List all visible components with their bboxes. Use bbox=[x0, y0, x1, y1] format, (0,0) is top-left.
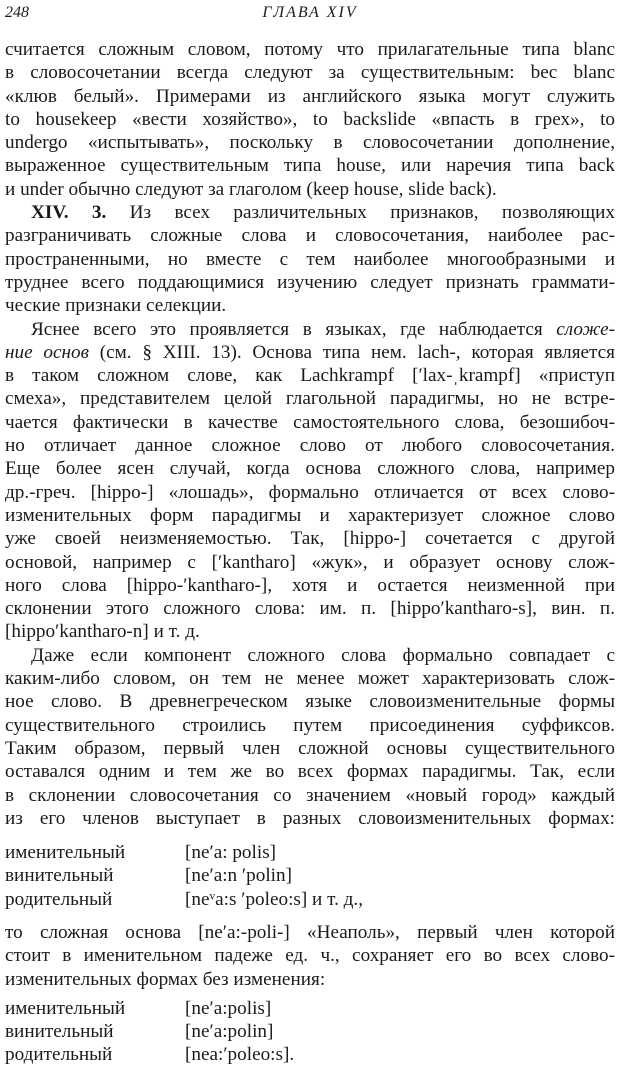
case-form: [neʹa: polis] bbox=[185, 842, 277, 864]
text-line bbox=[5, 201, 615, 224]
text-line: труднее всего поддающимися изучению следует признать граммати- bbox=[5, 271, 615, 293]
text-line: из его членов выступает в разных словоизменительных формах: bbox=[5, 807, 615, 829]
text-line: в склонении словосочетания со значением «новый город» каждый bbox=[5, 784, 615, 806]
text-line: но отличает данное сложное слово от любого словосочетания. bbox=[5, 435, 615, 457]
paragraph-2 bbox=[5, 201, 615, 317]
case-name: именительный bbox=[5, 842, 126, 864]
text-line: каким-либо словом, он тем не менее может характеризовать слож- bbox=[5, 668, 615, 690]
text-line: в таком сложном слове, как Lachkrampf [ʹlax-ˌkrampf] «приступ bbox=[5, 365, 615, 387]
case-form: [nea:ʹpoleo:s]. bbox=[185, 1044, 295, 1066]
page-header bbox=[5, 4, 615, 26]
case-name: именительный bbox=[5, 997, 126, 1019]
text-line: ного слова [hippo-ʹkantharo-], хотя и остается неизменной при bbox=[5, 574, 615, 596]
text-line: выраженное существительным типа house, или наречия типа back bbox=[5, 155, 615, 177]
text-line: то сложная основа [neʹa:-poli-] «Неаполь», первый член которой bbox=[5, 921, 615, 943]
text-line: ческие признаки селекции. bbox=[5, 295, 227, 317]
case-form: [neʹa:polin] bbox=[185, 1021, 274, 1043]
case-name: винительный bbox=[5, 865, 114, 887]
case-form: [neʹa:n ʹpolin] bbox=[185, 865, 292, 887]
text-line: склонении этого сложного слова: им. п. [hippoʹkantharo-s], вин. п. bbox=[5, 598, 615, 620]
text-line: уже своей неизменяемостью. Так, [hippo-] сочетается с другой bbox=[5, 528, 615, 550]
text-line: undergo «испытывать», поскольку в словосочетании дополнение, bbox=[5, 132, 615, 154]
case-name: родительный bbox=[5, 888, 113, 910]
case-form: [neʹa:polis] bbox=[185, 997, 272, 1019]
page-number: 248 bbox=[5, 4, 29, 21]
section-number: XIV. 3. bbox=[31, 202, 107, 224]
paragraph-1 bbox=[5, 38, 615, 201]
paragraph-5 bbox=[5, 921, 615, 991]
text-line: to housekeep «вести хозяйство», to backslide «впасть в грех», to bbox=[5, 108, 615, 130]
declension-table-compound bbox=[5, 997, 294, 1067]
text-line: «клюв белый». Примерами из английского языка могут служить bbox=[5, 85, 615, 107]
text-line: существительного строились путем присоединения суффиксов. bbox=[5, 714, 615, 736]
text-line: Еще более ясен случай, когда основа сложного слова, например bbox=[5, 458, 615, 480]
text-line: Даже если компонент сложного слова формально совпадает с bbox=[31, 644, 615, 666]
table-row bbox=[5, 864, 363, 887]
paragraph-3 bbox=[5, 318, 615, 644]
text-line: считается сложным словом, потому что прилагательные типа blanc bbox=[5, 39, 615, 60]
text-line: пространенными, но вместе с тем наиболее многообразными и bbox=[5, 248, 615, 270]
text-fragment: Из всех различительных признаков, позволяющих bbox=[106, 202, 615, 224]
text-line: чается фактически в качестве самостоятельного слова, безошибоч- bbox=[5, 411, 615, 433]
declension-table-phrase bbox=[5, 841, 363, 911]
paragraph-4 bbox=[5, 644, 615, 830]
text-line bbox=[5, 341, 615, 364]
table-row bbox=[5, 997, 294, 1020]
text-line: [hippoʹkantharo-n] и т. д. bbox=[5, 621, 200, 643]
text-line: ное слово. В древнегреческом языке словоизменительные формы bbox=[5, 691, 615, 713]
text-line: и under обычно следуют за глаголом (keep house, slide back). bbox=[5, 178, 497, 200]
table-row bbox=[5, 841, 363, 864]
table-row bbox=[5, 1020, 294, 1043]
table-row bbox=[5, 888, 363, 911]
page-body bbox=[5, 38, 615, 1077]
text-line: разграничивать сложные слова и словосочетания, наиболее рас- bbox=[5, 225, 615, 247]
text-line: Таким образом, первый член сложной основы существительного bbox=[5, 737, 615, 759]
text-line: в словосочетании всегда следуют за существительным: bec blanc bbox=[5, 62, 615, 84]
text-fragment: Яснее всего это проявляется в языках, где наблюдается bbox=[31, 318, 557, 340]
italic-term: ние основ bbox=[5, 341, 89, 363]
text-line: изменительных форм парадигмы и характеризует сложное слово bbox=[5, 504, 615, 526]
case-form: [neᵛa:s ʹpoleo:s] и т. д., bbox=[185, 888, 364, 910]
text-line: основой, например с [ʹkantharo] «жук», и образует основу слож- bbox=[5, 551, 615, 573]
case-name: родительный bbox=[5, 1044, 113, 1066]
text-line: стоит в именительном падеже ед. ч., сохраняет его во всех слово- bbox=[5, 945, 615, 967]
italic-term: сложе- bbox=[556, 318, 615, 340]
text-line: оставался одним и тем же во всех формах парадигмы. Так, если bbox=[5, 761, 615, 783]
text-line bbox=[5, 318, 615, 341]
text-line: изменительных формах без изменения: bbox=[5, 968, 326, 990]
text-line: др.-греч. [hippo-] «лошадь», формально отличается от всех слово- bbox=[5, 481, 615, 503]
case-name: винительный bbox=[5, 1021, 114, 1043]
text-fragment: (см. § XIII. 13). Основа типа нем. lach-, которая является bbox=[88, 341, 615, 363]
running-head: ГЛАВА XIV bbox=[262, 4, 358, 21]
text-line: смеха», представителем целой глагольной парадигмы, но не встре- bbox=[5, 388, 615, 410]
table-row bbox=[5, 1043, 294, 1066]
